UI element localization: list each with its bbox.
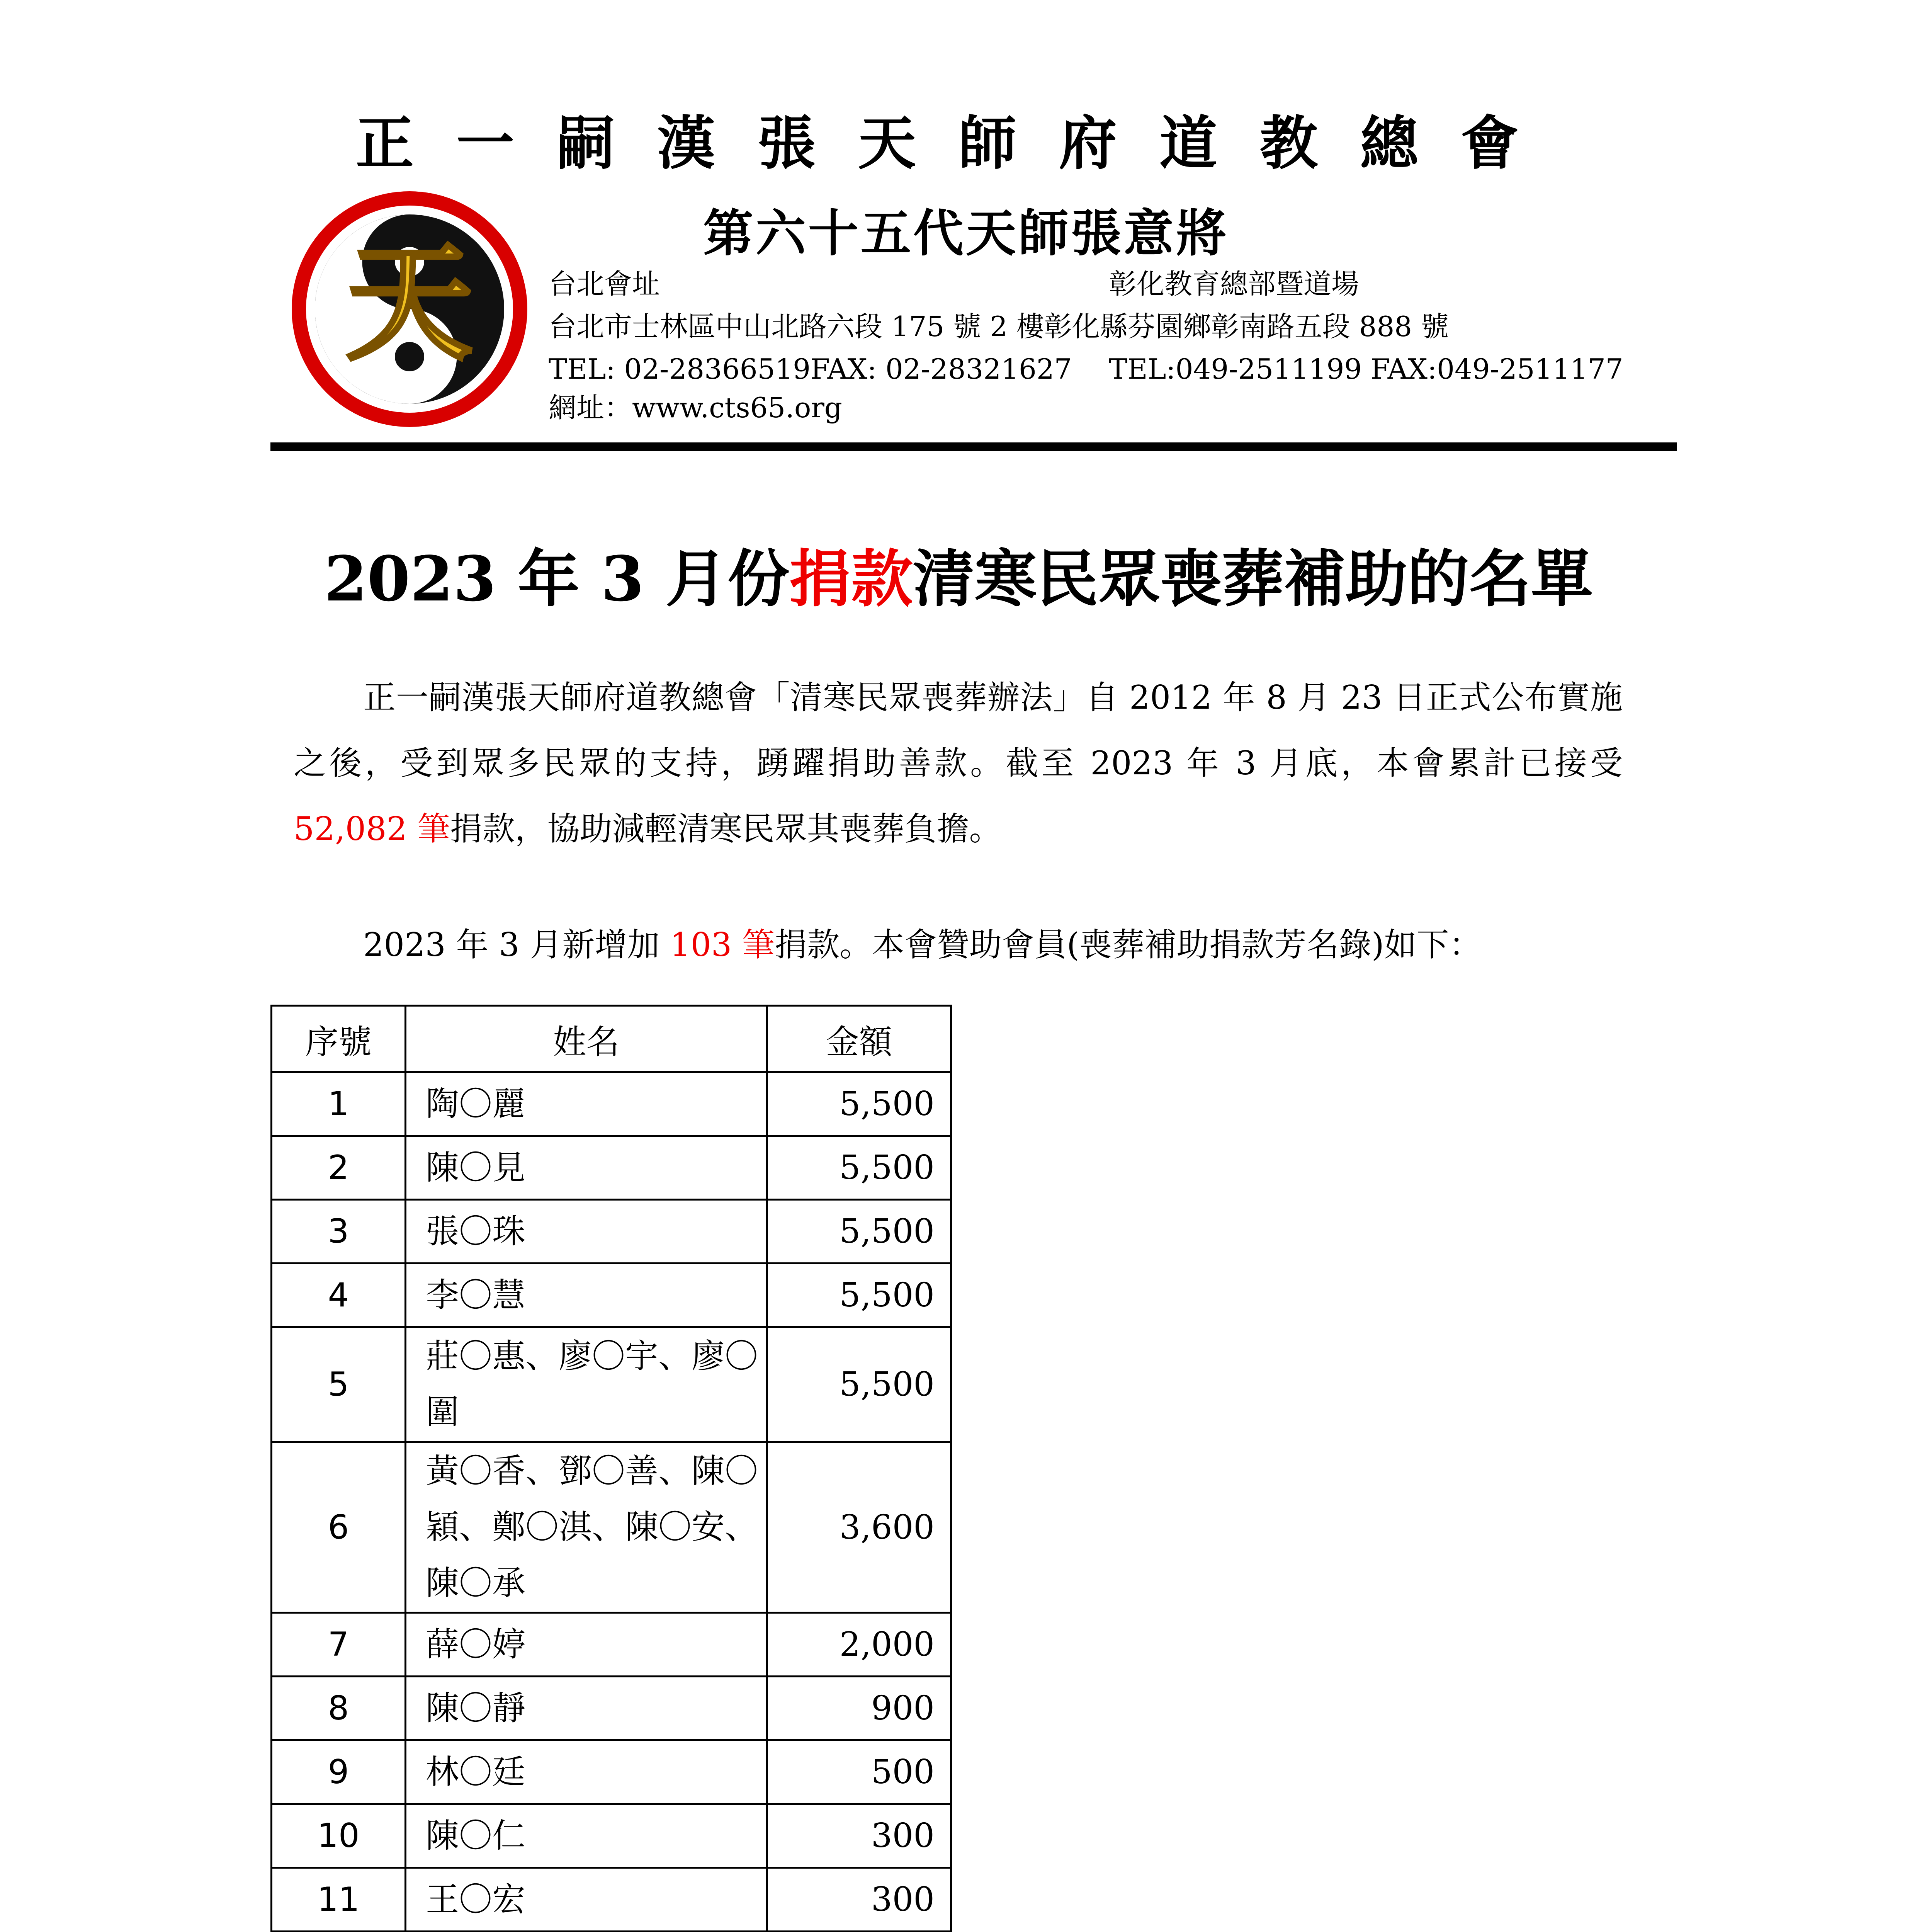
table-row	[272, 1442, 951, 1613]
intro-paragraph	[294, 665, 1623, 862]
row-number: 4	[272, 1264, 406, 1327]
donor-name: 陶〇麗	[406, 1072, 767, 1136]
donation-amount: 5,500	[767, 1200, 951, 1264]
title-highlight: 捐款	[789, 543, 913, 615]
donor-name: 李〇慧	[406, 1264, 767, 1327]
summary-text: 2023 年 3 月新增加	[363, 926, 670, 964]
header-amount: 金額	[767, 1006, 951, 1072]
table-row	[272, 1136, 951, 1200]
table-header-row	[272, 1006, 951, 1072]
table-row	[272, 1613, 951, 1677]
donor-name: 王〇宏	[406, 1868, 767, 1932]
header-divider	[270, 442, 1677, 451]
row-number: 9	[272, 1740, 406, 1804]
donor-name: 陳〇靜	[406, 1677, 767, 1740]
org-name: 正一嗣漢張天師府道教總會	[355, 109, 1561, 177]
table-row	[272, 1804, 951, 1868]
row-number: 5	[272, 1327, 406, 1442]
header-no: 序號	[272, 1006, 406, 1072]
table-row	[272, 1868, 951, 1932]
donor-name: 陳〇見	[406, 1136, 767, 1200]
donation-amount: 3,600	[767, 1442, 951, 1613]
donor-name: 黃〇香、鄧〇善、陳〇穎、鄭〇淇、陳〇安、陳〇承	[406, 1442, 767, 1613]
donation-amount: 5,500	[767, 1264, 951, 1327]
donor-name: 陳〇仁	[406, 1804, 767, 1868]
donor-name: 莊〇惠、廖〇宇、廖〇圍	[406, 1327, 767, 1442]
intro-text: 正一嗣漢張天師府道教總會「清寒民眾喪葬辦法」自 2012 年 8 月 23 日正式公布實施之後，受到眾多民眾的支持，踴躍捐助善款。截至 2023 年 3 月底，本會累計已接受	[294, 679, 1623, 782]
table-row	[272, 1072, 951, 1136]
donation-amount: 300	[767, 1868, 951, 1932]
row-number: 3	[272, 1200, 406, 1264]
title-suffix: 清寒民眾喪葬補助的名單	[913, 543, 1593, 615]
row-number: 11	[272, 1868, 406, 1932]
summary-text-end: 捐款。本會贊助會員(喪葬補助捐款芳名錄)如下：	[775, 926, 1482, 964]
tel-taipei: TEL: 02-28366519FAX: 02-28321627	[549, 353, 1072, 385]
row-number: 2	[272, 1136, 406, 1200]
logo-glyph: 天	[346, 228, 473, 378]
table-row	[272, 1740, 951, 1804]
taipei-label: 台北會址	[549, 268, 660, 300]
header-name: 姓名	[406, 1006, 767, 1072]
donation-amount: 2,000	[767, 1613, 951, 1677]
donor-name: 林〇廷	[406, 1740, 767, 1804]
table-row	[272, 1677, 951, 1740]
donation-amount: 5,500	[767, 1327, 951, 1442]
changhua-label: 彰化教育總部暨道場	[1109, 268, 1360, 300]
donation-amount: 900	[767, 1677, 951, 1740]
row-number: 10	[272, 1804, 406, 1868]
tel-changhua: TEL:049-2511199 FAX:049-2511177	[1109, 353, 1623, 385]
title-prefix: 2023 年 3 月份	[324, 543, 789, 615]
donation-amount: 5,500	[767, 1072, 951, 1136]
monthly-count: 103 筆	[670, 926, 775, 964]
donor-table-left	[270, 1005, 952, 1932]
website: 網址：www.cts65.org	[549, 391, 842, 424]
generation-title: 第六十五代天師張意將	[703, 204, 1229, 263]
table-row	[272, 1264, 951, 1327]
donor-name: 薛〇婷	[406, 1613, 767, 1677]
taichi-logo-icon	[286, 185, 533, 433]
donation-amount: 5,500	[767, 1136, 951, 1200]
total-count: 52,082 筆	[294, 810, 450, 848]
address-line: 台北市士林區中山北路六段 175 號 2 樓彰化縣芬園鄉彰南路五段 888 號	[549, 310, 1449, 343]
row-number: 7	[272, 1613, 406, 1677]
donor-name: 張〇珠	[406, 1200, 767, 1264]
row-number: 6	[272, 1442, 406, 1613]
row-number: 1	[272, 1072, 406, 1136]
summary-paragraph	[294, 912, 1623, 978]
table-row	[272, 1327, 951, 1442]
page-title	[0, 529, 1917, 618]
row-number: 8	[272, 1677, 406, 1740]
donation-amount: 300	[767, 1804, 951, 1868]
table-row	[272, 1200, 951, 1264]
intro-text-end: 捐款，協助減輕清寒民眾其喪葬負擔。	[450, 810, 1002, 848]
donation-amount: 500	[767, 1740, 951, 1804]
